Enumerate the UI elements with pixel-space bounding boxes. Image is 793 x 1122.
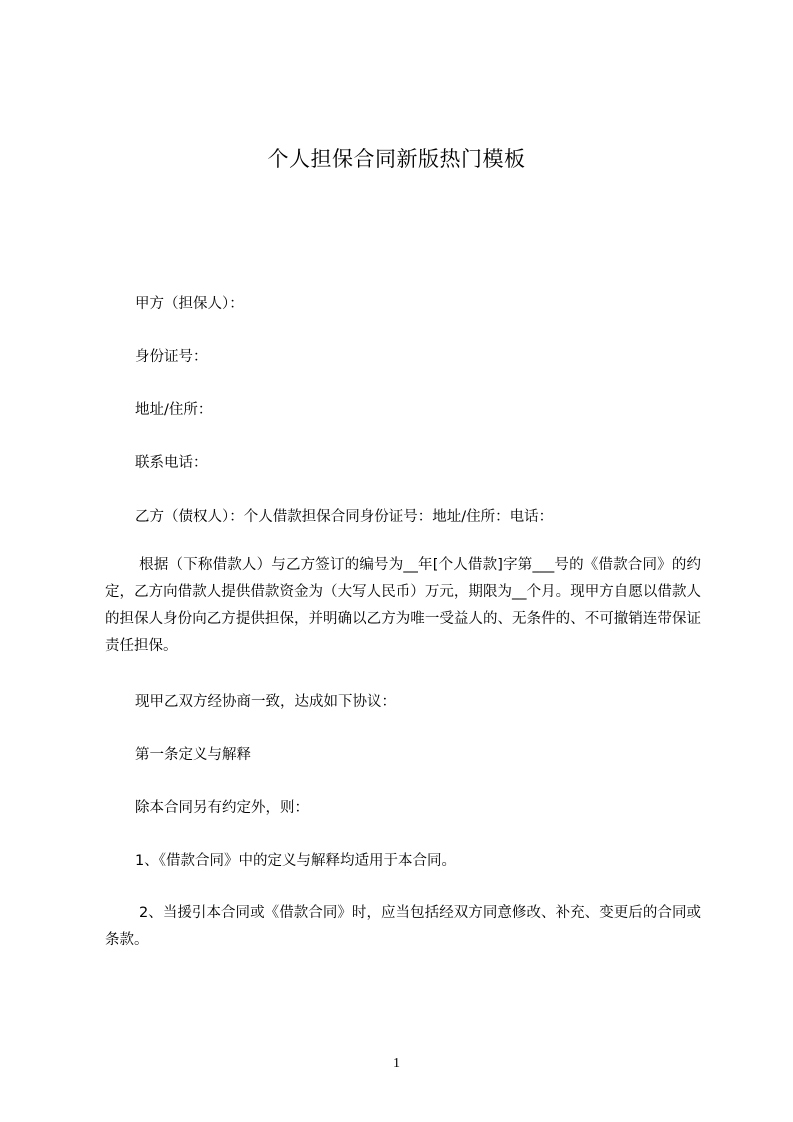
party-b-line: 乙方（债权人）：个人借款担保合同身份证号：地址/住所：电话：: [135, 509, 554, 525]
basis-paragraph: [105, 552, 701, 660]
agreement-intro: 现甲乙双方经协商一致，达成如下协议：: [135, 694, 396, 710]
article-one-heading: 第一条定义与解释: [135, 747, 251, 763]
phone-label: 联系电话：: [135, 455, 208, 471]
clause-item-2-text: 2、当援引本合同或《借款合同》时，应当包括经双方同意修改、补充、变更后的合同或条款。: [105, 905, 701, 948]
page-number: 1: [393, 1056, 400, 1071]
document-title: 个人担保合同新版热门模板: [267, 147, 526, 171]
party-a-label: 甲方（担保人）：: [135, 296, 244, 312]
id-number-label: 身份证号：: [135, 349, 208, 365]
address-label: 地址/住所：: [135, 402, 213, 418]
basis-paragraph-text: 根据（下称借款人）与乙方签订的编号为__年[个人借款]字第___号的《借款合同》的约定，乙方向借款人提供借款资金为（大写人民币）万元，期限为__个月。现甲方自愿以借款人的担保人身份向乙方提供担保，并明确以乙方为唯一受益人的、无条件的、不可撤销连带保证责任担保。: [105, 557, 701, 654]
clause-item-2: [105, 900, 701, 954]
unless-clause: 除本合同另有约定外，则：: [135, 800, 309, 816]
clause-item-1: 1、《借款合同》中的定义与解释均适用于本合同。: [135, 853, 456, 869]
